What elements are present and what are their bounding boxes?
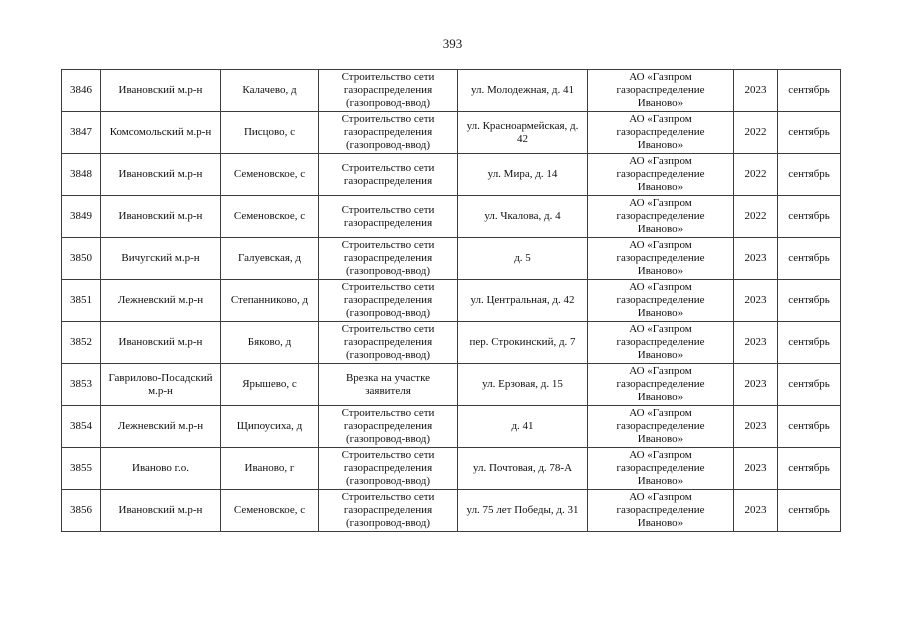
cell-organization: АО «Газпром газораспределение Иваново» bbox=[588, 238, 734, 280]
cell-year: 2022 bbox=[734, 154, 778, 196]
table-row bbox=[62, 238, 841, 280]
cell-settlement: Степанниково, д bbox=[221, 280, 319, 322]
cell-year: 2023 bbox=[734, 448, 778, 490]
cell-district: Лежневский м.р-н bbox=[101, 406, 221, 448]
cell-address: ул. Почтовая, д. 78-А bbox=[458, 448, 588, 490]
cell-work: Строительство сети газораспределения (газопровод-ввод) bbox=[319, 490, 458, 532]
table-row bbox=[62, 70, 841, 112]
cell-address: ул. Ерзовая, д. 15 bbox=[458, 364, 588, 406]
cell-work: Строительство сети газораспределения (газопровод-ввод) bbox=[319, 238, 458, 280]
page-number: 393 bbox=[442, 36, 463, 51]
cell-month: сентябрь bbox=[778, 238, 841, 280]
cell-settlement: Ярышево, с bbox=[221, 364, 319, 406]
cell-district: Вичугский м.р-н bbox=[101, 238, 221, 280]
table-row bbox=[62, 490, 841, 532]
cell-work: Строительство сети газораспределения (газопровод-ввод) bbox=[319, 406, 458, 448]
cell-address: ул. Чкалова, д. 4 bbox=[458, 196, 588, 238]
table-row bbox=[62, 154, 841, 196]
cell-num: 3851 bbox=[62, 280, 101, 322]
cell-district: Ивановский м.р-н bbox=[101, 490, 221, 532]
cell-year: 2023 bbox=[734, 70, 778, 112]
cell-settlement: Галуевская, д bbox=[221, 238, 319, 280]
cell-month: сентябрь bbox=[778, 448, 841, 490]
cell-month: сентябрь bbox=[778, 154, 841, 196]
cell-settlement: Щипоусиха, д bbox=[221, 406, 319, 448]
cell-address: ул. Мира, д. 14 bbox=[458, 154, 588, 196]
cell-month: сентябрь bbox=[778, 112, 841, 154]
cell-num: 3849 bbox=[62, 196, 101, 238]
table-body bbox=[62, 70, 841, 532]
table-row bbox=[62, 322, 841, 364]
cell-settlement: Семеновское, с bbox=[221, 490, 319, 532]
cell-num: 3855 bbox=[62, 448, 101, 490]
table-row bbox=[62, 280, 841, 322]
cell-organization: АО «Газпром газораспределение Иваново» bbox=[588, 112, 734, 154]
cell-organization: АО «Газпром газораспределение Иваново» bbox=[588, 154, 734, 196]
cell-organization: АО «Газпром газораспределение Иваново» bbox=[588, 490, 734, 532]
cell-organization: АО «Газпром газораспределение Иваново» bbox=[588, 364, 734, 406]
cell-organization: АО «Газпром газораспределение Иваново» bbox=[588, 280, 734, 322]
cell-work: Строительство сети газораспределения (газопровод-ввод) bbox=[319, 322, 458, 364]
cell-settlement: Писцово, с bbox=[221, 112, 319, 154]
cell-work: Строительство сети газораспределения bbox=[319, 154, 458, 196]
cell-year: 2023 bbox=[734, 322, 778, 364]
cell-num: 3848 bbox=[62, 154, 101, 196]
cell-num: 3847 bbox=[62, 112, 101, 154]
table-row bbox=[62, 406, 841, 448]
cell-work: Врезка на участке заявителя bbox=[319, 364, 458, 406]
cell-num: 3856 bbox=[62, 490, 101, 532]
cell-work: Строительство сети газораспределения (газопровод-ввод) bbox=[319, 280, 458, 322]
cell-num: 3850 bbox=[62, 238, 101, 280]
cell-organization: АО «Газпром газораспределение Иваново» bbox=[588, 448, 734, 490]
cell-settlement: Калачево, д bbox=[221, 70, 319, 112]
cell-year: 2023 bbox=[734, 406, 778, 448]
cell-address: ул. Молодежная, д. 41 bbox=[458, 70, 588, 112]
cell-district: Ивановский м.р-н bbox=[101, 322, 221, 364]
cell-work: Строительство сети газораспределения (газопровод-ввод) bbox=[319, 112, 458, 154]
cell-num: 3852 bbox=[62, 322, 101, 364]
cell-district: Иваново г.о. bbox=[101, 448, 221, 490]
cell-num: 3846 bbox=[62, 70, 101, 112]
cell-district: Лежневский м.р-н bbox=[101, 280, 221, 322]
table-row bbox=[62, 448, 841, 490]
cell-district: Ивановский м.р-н bbox=[101, 70, 221, 112]
cell-address: д. 5 bbox=[458, 238, 588, 280]
cell-address: ул. 75 лет Победы, д. 31 bbox=[458, 490, 588, 532]
cell-settlement: Бяково, д bbox=[221, 322, 319, 364]
cell-year: 2023 bbox=[734, 364, 778, 406]
cell-organization: АО «Газпром газораспределение Иваново» bbox=[588, 322, 734, 364]
cell-year: 2023 bbox=[734, 238, 778, 280]
cell-year: 2023 bbox=[734, 490, 778, 532]
table-row bbox=[62, 112, 841, 154]
cell-address: ул. Красноармейская, д. 42 bbox=[458, 112, 588, 154]
cell-month: сентябрь bbox=[778, 196, 841, 238]
gas-distribution-projects-table bbox=[61, 69, 841, 532]
cell-month: сентябрь bbox=[778, 70, 841, 112]
cell-month: сентябрь bbox=[778, 490, 841, 532]
cell-month: сентябрь bbox=[778, 280, 841, 322]
cell-organization: АО «Газпром газораспределение Иваново» bbox=[588, 406, 734, 448]
cell-district: Гаврилово-Посадский м.р-н bbox=[101, 364, 221, 406]
cell-work: Строительство сети газораспределения (газопровод-ввод) bbox=[319, 448, 458, 490]
cell-year: 2022 bbox=[734, 196, 778, 238]
cell-num: 3854 bbox=[62, 406, 101, 448]
table-row bbox=[62, 364, 841, 406]
cell-year: 2022 bbox=[734, 112, 778, 154]
cell-month: сентябрь bbox=[778, 322, 841, 364]
cell-month: сентябрь bbox=[778, 406, 841, 448]
cell-address: пер. Строкинский, д. 7 bbox=[458, 322, 588, 364]
cell-organization: АО «Газпром газораспределение Иваново» bbox=[588, 196, 734, 238]
cell-settlement: Семеновское, с bbox=[221, 196, 319, 238]
cell-work: Строительство сети газораспределения (газопровод-ввод) bbox=[319, 70, 458, 112]
cell-settlement: Семеновское, с bbox=[221, 154, 319, 196]
cell-address: ул. Центральная, д. 42 bbox=[458, 280, 588, 322]
table-row bbox=[62, 196, 841, 238]
cell-district: Комсомольский м.р-н bbox=[101, 112, 221, 154]
cell-address: д. 41 bbox=[458, 406, 588, 448]
cell-num: 3853 bbox=[62, 364, 101, 406]
cell-district: Ивановский м.р-н bbox=[101, 154, 221, 196]
cell-year: 2023 bbox=[734, 280, 778, 322]
cell-settlement: Иваново, г bbox=[221, 448, 319, 490]
cell-work: Строительство сети газораспределения bbox=[319, 196, 458, 238]
cell-organization: АО «Газпром газораспределение Иваново» bbox=[588, 70, 734, 112]
cell-month: сентябрь bbox=[778, 364, 841, 406]
cell-district: Ивановский м.р-н bbox=[101, 196, 221, 238]
